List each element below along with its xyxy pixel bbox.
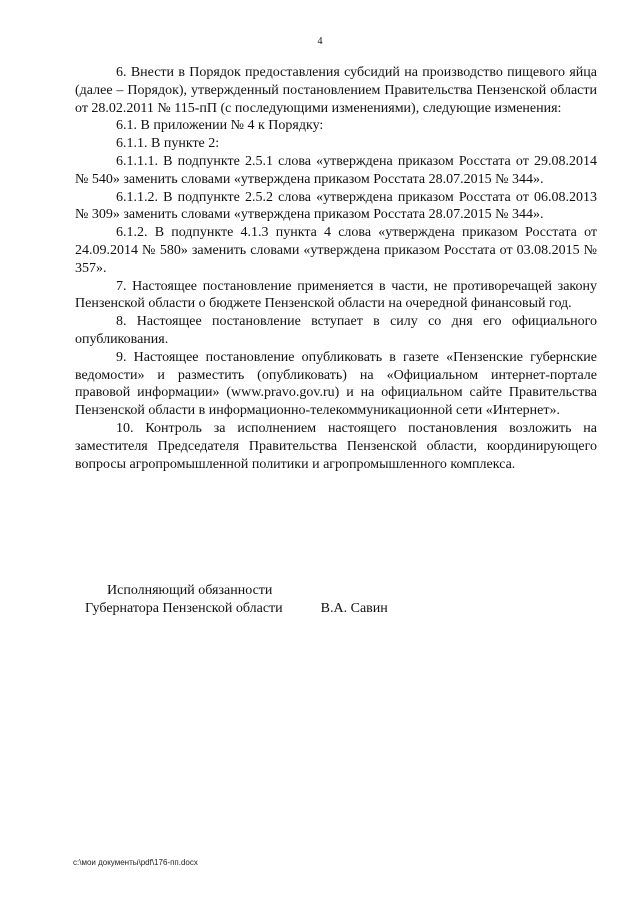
paragraph-10: 10. Контроль за исполнением настоящего постановления возложить на заместителя Председателя Правительства Пензенской области, координирующего вопросы агропромышленной политики и агропромышленного комплекса. — [75, 420, 597, 472]
paragraph-8: 8. Настоящее постановление вступает в силу со дня его официального опубликования. — [75, 314, 597, 347]
signatory-name: В.А. Савин — [320, 601, 388, 616]
paragraph-7: 7. Настоящее постановление применяется в части, не противоречащей закону Пензенской области о бюджете Пензенской области на очередной финансовый год. — [75, 278, 597, 312]
signatory-title-row — [85, 600, 485, 618]
paragraph-6-1-1: 6.1.1. В пункте 2: — [116, 136, 220, 152]
signatory-title-line1: Исполняющий обязанности — [107, 583, 273, 598]
paragraph-6-1-1-2: 6.1.1.2. В подпункте 2.5.2 слова «утверждена приказом Росстата от 06.08.2013 № 309» заменить словами «утверждена приказом Росстата 28.07.2015 № 344». — [75, 189, 597, 223]
paragraph-9: 9. Настоящее постановление опубликовать в газете «Пензенские губернские ведомости» и разместить (опубликовать) на «Официальном интернет-портале правовой информации» (www.pravo.gov.ru) и на официальном сайте Правительства Пензенской области в информационно-телекоммуникационной сети «Интернет». — [75, 349, 597, 419]
paragraph-6-1-1-1: 6.1.1.1. В подпункте 2.5.1 слова «утверждена приказом Росстата от 29.08.2014 № 540» заменить словами «утверждена приказом Росстата 28.07.2015 № 344». — [75, 153, 597, 187]
signature-block — [85, 582, 485, 618]
footer-file-path: c:\мои документы\pdf\176-пп.docx — [73, 858, 198, 867]
signatory-title-line2: Губернатора Пензенской области — [85, 601, 283, 616]
page-number: 4 — [317, 36, 323, 47]
paragraph-6-1-2: 6.1.2. В подпункте 4.1.3 пункта 4 слова «утверждена приказом Росстата от 24.09.2014 № 580» заменить словами «утверждена приказом Росстата от 03.08.2015 № 357». — [75, 225, 597, 276]
paragraph-6-1: 6.1. В приложении № 4 к Порядку: — [116, 118, 324, 134]
paragraph-6: 6. Внести в Порядок предоставления субсидий на производство пищевого яйца (далее – Порядок), утвержденный постановлением Правительства Пензенской области от 28.02.2011 № 115-пП (с последующими изменениями), следующие изменения: — [75, 65, 597, 116]
document-body — [75, 64, 597, 473]
